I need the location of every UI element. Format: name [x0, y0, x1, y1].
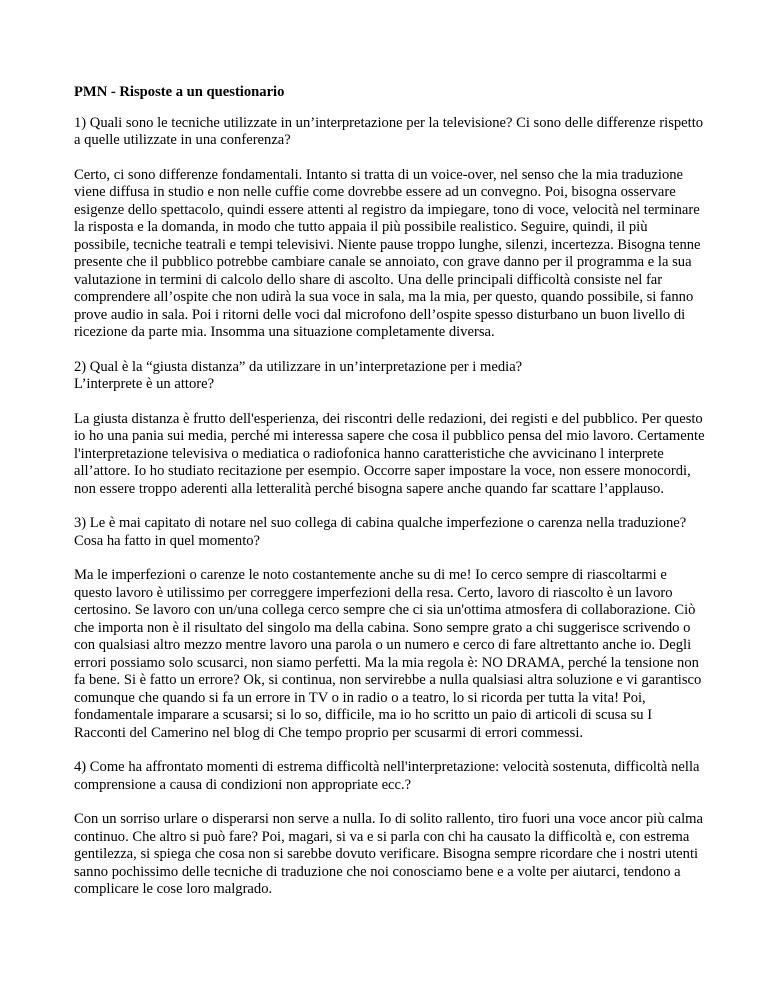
- question-2: 2) Qual è la “giusta distanza” da utilizzare in un’interpretazione per i media? L’interprete è un attore?: [74, 358, 523, 392]
- question-3: 3) Le è mai capitato di notare nel suo collega di cabina qualche imperfezione o carenza nella traduzione? Cosa ha fatto in quel momento?: [74, 515, 687, 549]
- answer-3: Ma le imperfezioni o carenze le noto costantemente anche su di me! Io cerco sempre di riascoltarmi e questo lavoro è utilissimo per correggere imperfezioni della resa. Certo, lavoro di riascolto è un lavoro certosino. Se lavoro con un/una collega cerco sempre che ci sia un'ottima atmosfera di collaborazione. Ciò che importa non è il risultato del singolo ma della cabina. Sono sempre grato a chi suggerisce scrivendo o con qualsiasi altro mezzo mentre lavoro una parola o un numero e cerco di fare altrettanto anche io. Degli errori possiamo solo scusarci, non siamo perfetti. Ma la mia regola è: NO DRAMA, perché la tensione non fa bene. Si è fatto un errore? Ok, si continua, non servirebbe a nulla qualsiasi altra soluzione e vi garantisco comunque che quando si fa un errore in TV o in radio o a teatro, lo si ricorda per tutta la vita! Poi, fondamentale imparare a scusarsi; si lo so, difficile, ma io ho scritto un paio di articoli di scusa su I Racconti del Camerino nel blog di Che tempo proprio per scusarmi di errori commessi.: [74, 567, 702, 741]
- document-title: PMN - Risposte a un questionario: [74, 84, 285, 100]
- question-1: 1) Quali sono le tecniche utilizzate in un’interpretazione per la televisione? Ci sono delle differenze rispetto a quelle utilizzate in una conferenza?: [74, 114, 704, 148]
- document-page: [74, 84, 706, 916]
- answer-1: Certo, ci sono differenze fondamentali. Intanto si tratta di un voice-over, nel senso che la mia traduzione viene diffusa in studio e non nelle cuffie come dovrebbe essere ad un convegno. Poi, bisogna osservare esigenze dello spettacolo, quindi essere attenti al registro da impiegare, tono di voce, velocità nel terminare la risposta e la domanda, in modo che tutto appaia il più possibile realistico. Seguire, quindi, il più possibile, tecniche teatrali e tempi televisivi. Niente pause troppo lunghe, silenzi, incertezza. Bisogna tenne presente che il pubblico potrebbe cambiare canale se annoiato, con grave danno per il programma e la sua valutazione in termini di calcolo dello share di ascolto. Una delle principali difficoltà consiste nel far comprendere all’ospite che non udirà la sua voce in sala, ma la mia, per questo, quando possibile, si fanno prove audio in sala. Poi i ritorni delle voci dal microfono dell’ospite spesso disturbano un buon livello di ricezione da parte mia. Insomma una situazione completamente diversa.: [74, 166, 701, 340]
- answer-2: La giusta distanza è frutto dell'esperienza, dei riscontri delle redazioni, dei registi e del pubblico. Per questo io ho una pania sui media, perché mi interessa sapere che cosa il pubblico pensa del mio lavoro. Certamente l'interpretazione televisiva o mediatica o radiofonica hanno caratteristiche che avvicinano l interprete all’attore. Io ho studiato recitazione per esempio. Occorre saper impostare la voce, non essere monocordi, non essere troppo aderenti alla letteralità perché bisogna sapere anche quando far scattare l’applauso.: [74, 410, 705, 497]
- answer-4: Con un sorriso urlare o disperarsi non serve a nulla. Io di solito rallento, tiro fuori una voce ancor più calma continuo. Che altro si può fare? Poi, magari, si va e si parla con chi ha causato la difficoltà e, con estrema gentilezza, si spiega che cosa non si sarebbe dovuto verificare. Bisogna sempre ricordare che i nostri utenti sanno pochissimo delle tecniche di traduzione che noi conosciamo bene e a volte per aiutarci, tendono a complicare le cose loro malgrado.: [74, 811, 703, 897]
- question-4: 4) Come ha affrontato momenti di estrema difficoltà nell'interpretazione: velocità sostenuta, difficoltà nella comprensione a causa di condizioni non appropriate ecc.?: [74, 759, 700, 793]
